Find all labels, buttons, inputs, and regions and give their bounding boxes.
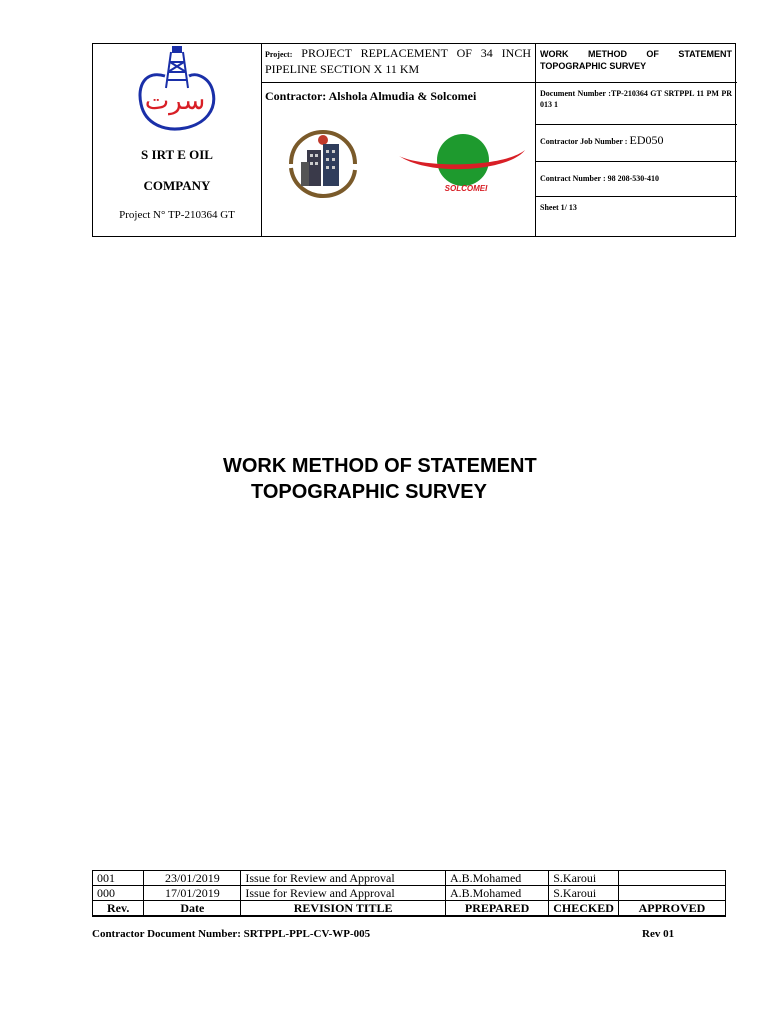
header-checked: CHECKED xyxy=(549,901,619,917)
rev-cell: 001 xyxy=(93,871,144,886)
prepared-cell: A.B.Mohamed xyxy=(445,886,548,901)
title-cell: Issue for Review and Approval xyxy=(241,871,446,886)
header-prepared: PREPARED xyxy=(445,901,548,917)
main-title-line2: TOPOGRAPHIC SURVEY xyxy=(251,481,487,503)
table-row xyxy=(93,871,726,886)
footer-doc-number: Contractor Document Number: SRTPPL-PPL-CV-WP-005 xyxy=(92,928,371,940)
project-text: PROJECT REPLACEMENT OF 34 INCH PIPELINE SECTION X 11 KM xyxy=(265,46,532,76)
document-number: Document Number :TP-210364 GT SRTPPL 11 PM PR 013 1 xyxy=(540,89,732,109)
company-name-line1: S IRT E OIL xyxy=(141,147,213,162)
arabic-logo-text: سرت xyxy=(144,86,206,116)
title-cell: Issue for Review and Approval xyxy=(241,886,446,901)
checked-cell: S.Karoui xyxy=(549,871,619,886)
solcomei-label: SOLCOMEI xyxy=(444,184,488,193)
alshola-logo xyxy=(283,128,361,200)
header-doc-title: WORK METHOD OF STATEMENT TOPOGRAPHIC SURVEY xyxy=(540,49,732,71)
checked-cell: S.Karoui xyxy=(549,886,619,901)
project-number: Project N° TP-210364 GT xyxy=(119,209,235,221)
footer-rev: Rev 01 xyxy=(642,928,675,940)
prepared-cell: A.B.Mohamed xyxy=(445,871,548,886)
table-header-row xyxy=(93,901,726,917)
divider xyxy=(261,82,737,83)
date-cell: 17/01/2019 xyxy=(144,886,241,901)
project-prefix: Project: xyxy=(265,50,293,59)
divider xyxy=(535,196,737,197)
document-header xyxy=(92,43,736,237)
header-approved: APPROVED xyxy=(618,901,725,917)
job-value: ED050 xyxy=(629,133,664,147)
company-name-line2: COMPANY xyxy=(143,178,211,193)
contractor-job-number xyxy=(540,133,732,149)
table-row xyxy=(93,886,726,901)
header-rev: Rev. xyxy=(93,901,144,917)
divider xyxy=(535,44,536,236)
project-title xyxy=(265,46,531,76)
sheet-number: Sheet 1/ 13 xyxy=(540,203,577,212)
main-title-line1: WORK METHOD OF STATEMENT xyxy=(223,455,537,477)
contract-number: Contract Number : 98 208-530-410 xyxy=(540,174,659,183)
contractor-name: Contractor: Alshola Almudia & Solcomei xyxy=(265,89,477,103)
rev-cell: 000 xyxy=(93,886,144,901)
approved-cell xyxy=(618,871,725,886)
divider xyxy=(535,124,737,125)
job-label: Contractor Job Number : xyxy=(540,137,630,146)
header-title: REVISION TITLE xyxy=(241,901,446,917)
approved-cell xyxy=(618,886,725,901)
divider xyxy=(535,161,737,162)
header-date: Date xyxy=(144,901,241,917)
divider xyxy=(261,44,262,236)
date-cell: 23/01/2019 xyxy=(144,871,241,886)
revision-table xyxy=(92,870,726,917)
